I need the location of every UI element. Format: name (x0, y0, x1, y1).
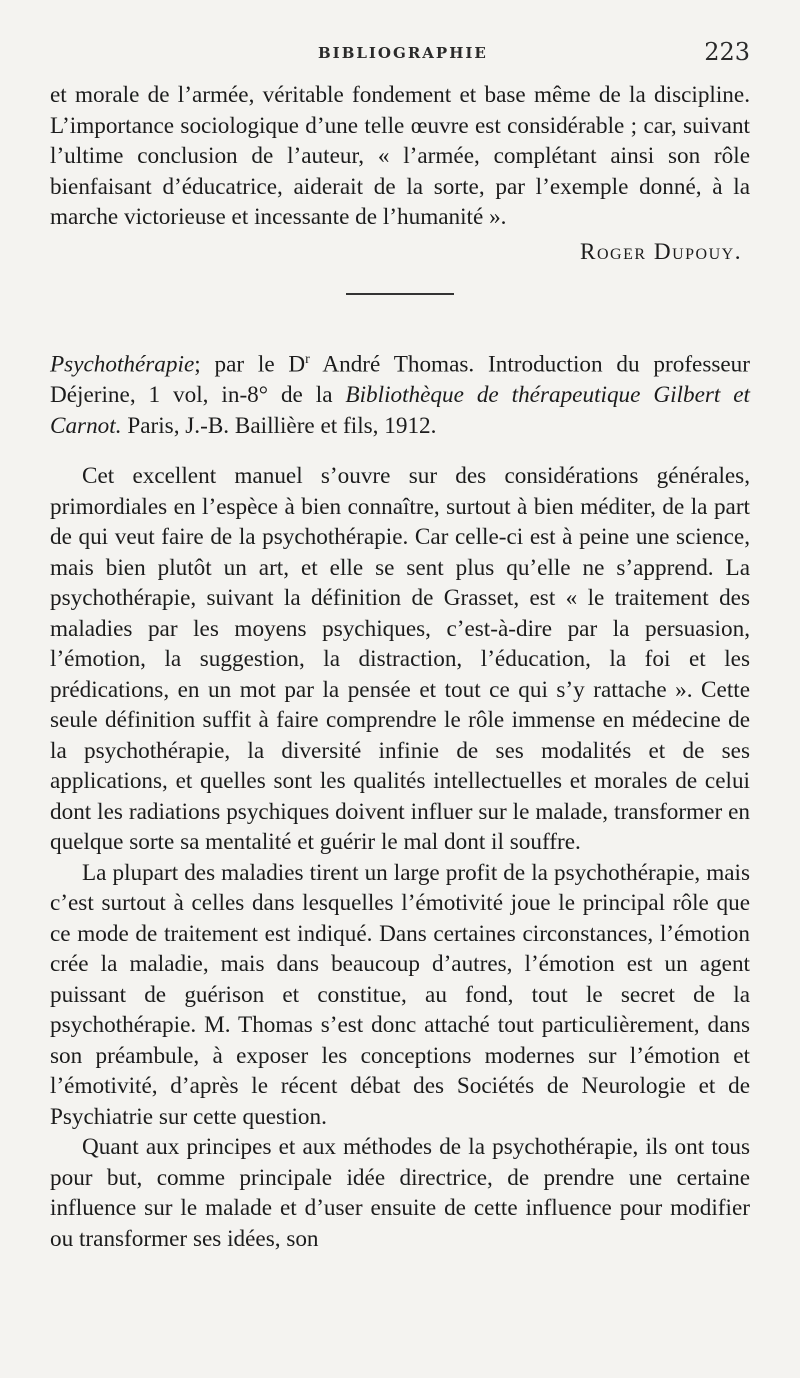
page-number: 223 (704, 38, 750, 66)
section-divider (346, 293, 454, 295)
review-paragraph-3: Quant aux principes et aux méthodes de la psychothérapie, ils ont tous pour but, comme principale idée directrice, de prendre une certaine influence sur le malade et d’user ensuite de cette influence pour modifier ou transformer ses idées, son (50, 1134, 750, 1252)
running-head: BIBLIOGRAPHIE (318, 44, 488, 62)
review-paragraph-2: La plupart des maladies tirent un large profit de la psychothérapie, mais c’est surtout à celles dans lesquelles l’émotivité joue le principal rôle que ce mode de traitement est indiqué. Dans certaines circonstances, l’émotion crée la maladie, mais dans beaucoup d’autres, l’émotion est un agent puissant de guérison et constitue, au fond, tout le secret de la psychothérapie. M. Thomas s’est donc attaché tout particulièrement, dans son préambule, à exposer les conceptions modernes sur l’émotion et l’émotivité, d’après le récent débat des Sociétés de Neurologie et de Psychiatrie sur cette question. (50, 859, 750, 1130)
book-by-sup: r (305, 352, 310, 367)
book-author: André Thomas. Introduction du professeur Déjerine, 1 vol, in-8° de la (50, 351, 750, 409)
page-header (0, 40, 800, 76)
previous-review-ending: et morale de l’armée, véritable fondement et base même de la discipline. L’importance sociologique d’une telle œuvre est considérable ; car, suivant l’ultime conclusion de l’auteur, « l’armée, complétant ainsi son rôle bienfaisant d’éducatrice, aiderait de la sorte, par l’exemple donné, à la marche victorieuse et incessante de l’humanité ». (50, 82, 750, 230)
book-series: Bibliothèque de thérapeutique Gilbert et Carnot. (50, 382, 750, 439)
review-citation (50, 345, 750, 441)
body-text (50, 80, 750, 1254)
review-paragraph-1: Cet excellent manuel s’ouvre sur des considérations générales, primordiales en l’espèce à bien connaître, surtout à bien méditer, de la part de qui veut faire de la psychothérapie. Car celle-ci est à peine une science, mais bien plutôt un art, et elle se sent plus qu’elle ne s’apprend. La psychothérapie, suivant la définition de Grasset, est « le traitement des maladies par les moyens psychiques, c’est-à-dire par la persuasion, l’émotion, la suggestion, la distraction, l’éducation, la foi et les prédications, en un mot par la pensée et tout ce qui s’y rattache ». Cette seule définition suffit à faire comprendre le rôle immense en médecine de la psychothérapie, la diversité infinie de ses modalités et de ses applications, et quelles sont les qualités intellectuelles et morales de celui dont les radiations psychiques doivent influer sur le malade, transformer en quelque sorte sa mentalité et guérir le mal dont il souffre. (50, 463, 750, 856)
reviewer-signature: Roger Dupouy. (580, 238, 742, 265)
book-by: ; par le D (194, 351, 306, 378)
book-title: Psychothérapie (50, 351, 195, 378)
book-publisher: Paris, J.-B. Baillière et fils, 1912. (121, 412, 437, 439)
